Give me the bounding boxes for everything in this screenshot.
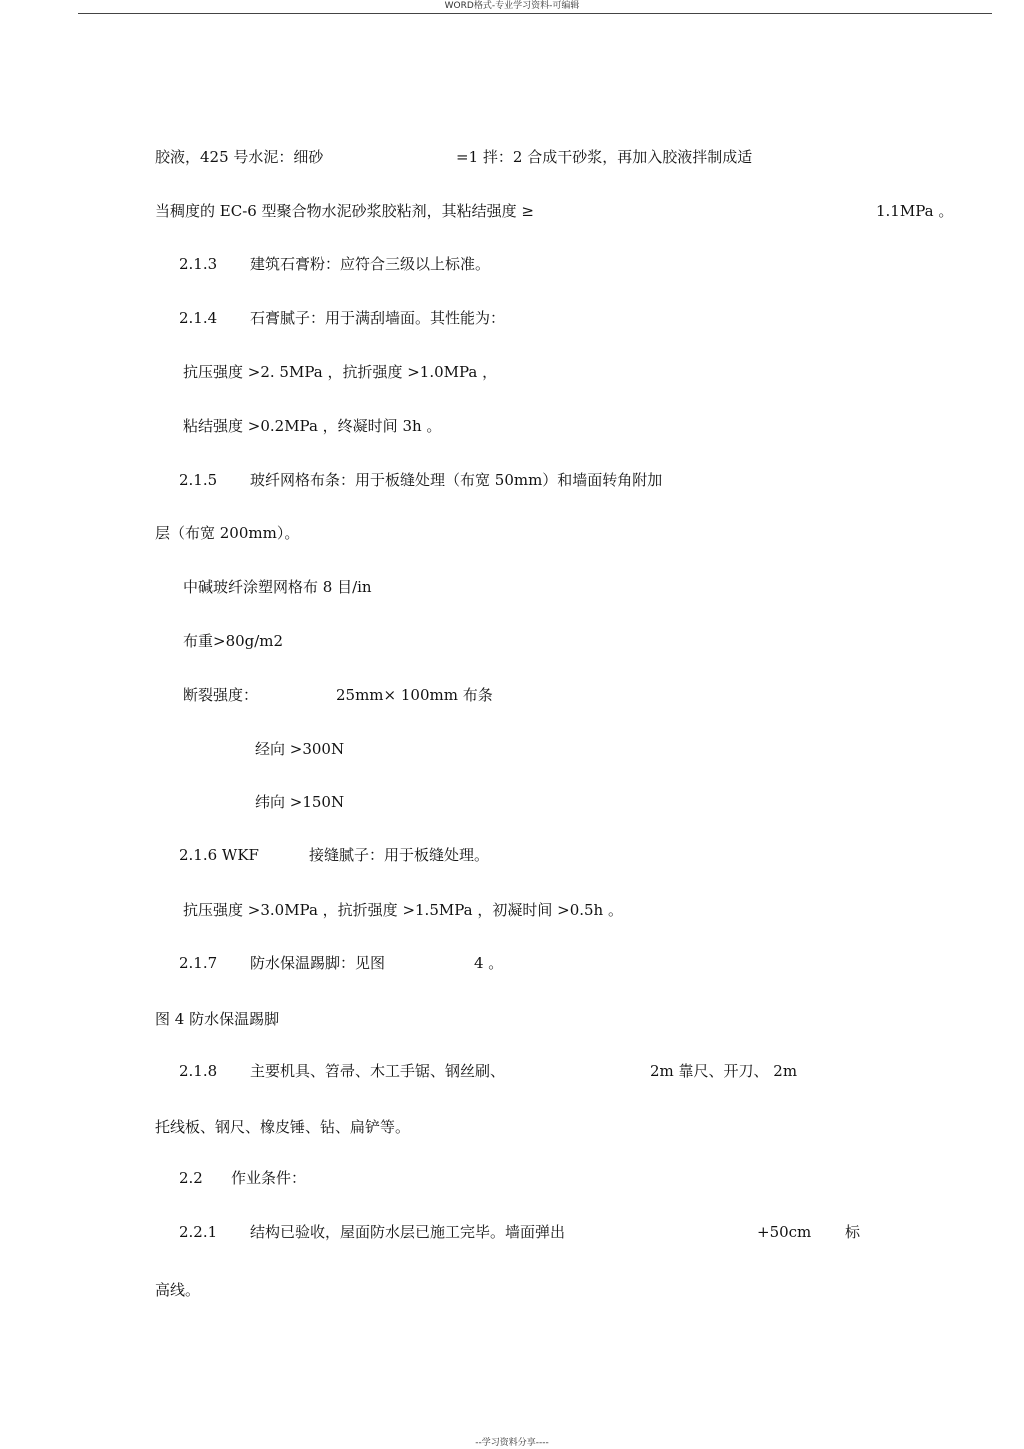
header-divider bbox=[78, 13, 992, 14]
section-text-2-1-4: 石膏腻子：用于满刮墙面。其性能为： bbox=[250, 309, 506, 327]
section-number-2-1-6: 2.1.6 WKF bbox=[179, 846, 259, 864]
property-line-3: 抗压强度 >3.0MPa ，抗折强度 >1.5MPa ，初凝时间 >0.5h 。 bbox=[183, 901, 623, 919]
property-line-1: 抗压强度 >2. 5MPa ，抗折强度 >1.0MPa ， bbox=[183, 363, 498, 381]
figure-caption: 图 4 防水保温踢脚 bbox=[155, 1010, 280, 1028]
section-text-2-2-1: 结构已验收，屋面防水层已施工完毕。墙面弹出 bbox=[250, 1223, 566, 1241]
section-text-2-1-8-cont: 托线板、钢尺、橡皮锤、钻、扁铲等。 bbox=[155, 1118, 411, 1136]
section-number-2-1-8: 2.1.8 bbox=[179, 1062, 218, 1080]
section-number-2-2-1: 2.2.1 bbox=[179, 1223, 218, 1241]
section-text-2-1-6: 接缝腻子：用于板缝处理。 bbox=[309, 846, 490, 864]
break-strength-label: 断裂强度： bbox=[183, 686, 259, 704]
text-line-glue-cont: =1 拌：2 合成干砂浆，再加入胶液拌制成适 bbox=[456, 148, 753, 166]
text-line-consistency: 当稠度的 EC-6 型聚合物水泥砂浆胶粘剂，其粘结强度 ≥ bbox=[155, 202, 534, 220]
section-text-2-1-5-cont: 层（布宽 200mm）。 bbox=[155, 524, 300, 542]
weft-strength: 纬向 >150N bbox=[255, 793, 345, 811]
section-text-2-1-7: 防水保温踢脚：见图 bbox=[250, 954, 386, 972]
page-footer: --学习资料分享---- bbox=[475, 1438, 549, 1448]
section-text-2-1-3: 建筑石膏粉：应符合三级以上标准。 bbox=[250, 255, 491, 273]
section-number-2-1-3: 2.1.3 bbox=[179, 255, 218, 273]
section-text-2-2-1-cont: 高线。 bbox=[155, 1281, 201, 1299]
section-text-2-1-5: 玻纤网格布条：用于板缝处理（布宽 50mm）和墙面转角附加 bbox=[250, 471, 663, 489]
section-text-2-1-8: 主要机具、笤帚、木工手锯、钢丝刷、 bbox=[250, 1062, 506, 1080]
text-bond-strength-value: 1.1MPa 。 bbox=[876, 202, 954, 220]
section-number-2-1-5: 2.1.5 bbox=[179, 471, 218, 489]
mesh-weight-line: 布重>80g/m2 bbox=[183, 632, 284, 650]
warp-strength: 经向 >300N bbox=[255, 740, 345, 758]
section-number-2-1-4: 2.1.4 bbox=[179, 309, 218, 327]
section-number-2-1-7: 2.1.7 bbox=[179, 954, 218, 972]
section-number-2-2: 2.2 bbox=[179, 1169, 203, 1187]
elevation-value: +50cm bbox=[757, 1223, 812, 1241]
break-strength-value: 25mm× 100mm 布条 bbox=[336, 686, 493, 704]
section-text-2-1-8-tools: 2m 靠尺、开刀、 2m bbox=[650, 1062, 798, 1080]
text-line-glue: 胶液，425 号水泥：细砂 bbox=[155, 148, 324, 166]
section-text-2-2-1-tail: 标 bbox=[845, 1223, 861, 1241]
mesh-spec-line: 中碱玻纤涂塑网格布 8 目/in bbox=[183, 578, 372, 596]
page-header: WORD格式-专业学习资料-可编辑 bbox=[444, 1, 580, 11]
figure-reference: 4 。 bbox=[474, 954, 504, 972]
section-text-2-2: 作业条件： bbox=[231, 1169, 307, 1187]
property-line-2: 粘结强度 >0.2MPa ，终凝时间 3h 。 bbox=[183, 417, 442, 435]
